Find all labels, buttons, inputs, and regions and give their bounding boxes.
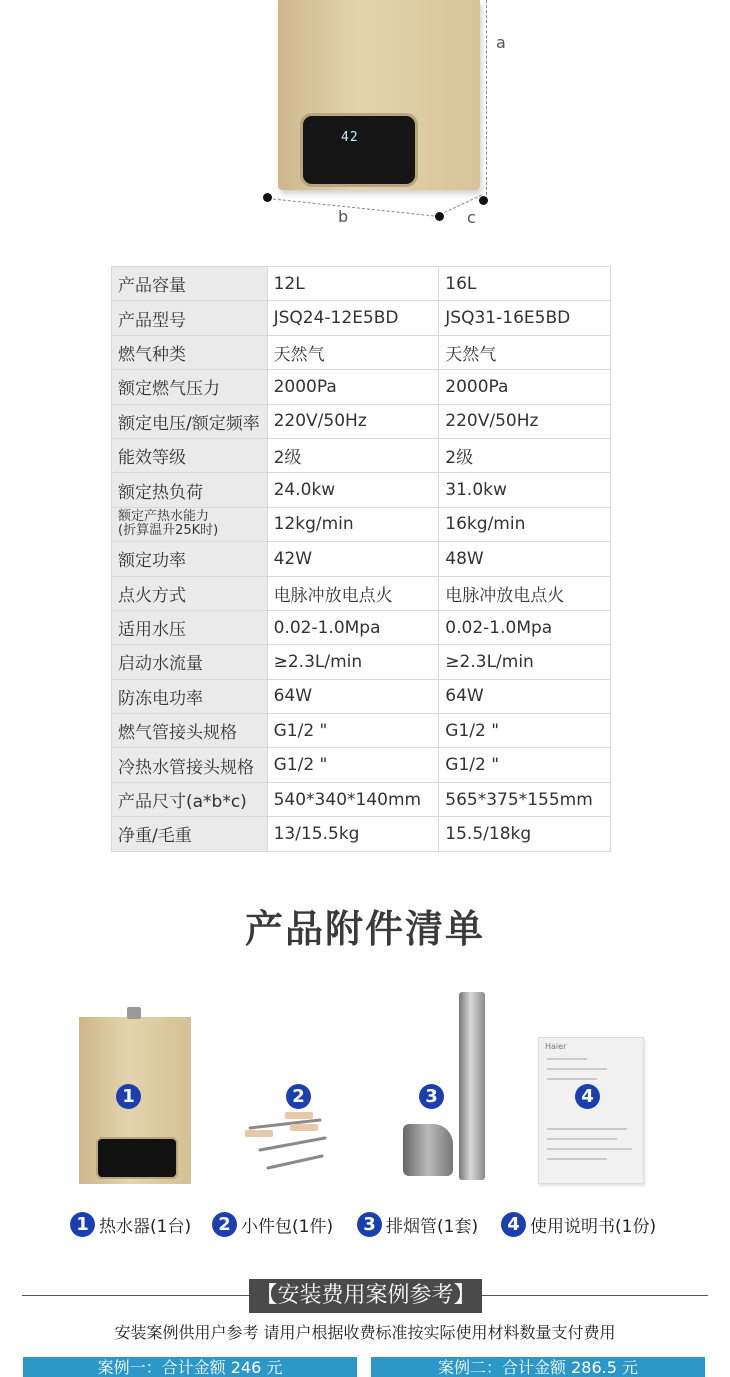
spec-value-12l: 12kg/min <box>267 507 439 541</box>
banner-rule-right <box>482 1295 708 1296</box>
dimension-dot <box>479 196 488 205</box>
dimension-dot <box>263 193 272 202</box>
spec-row <box>112 438 611 472</box>
dimension-label-a: a <box>496 33 506 52</box>
spec-label: 产品尺寸(a*b*c) <box>112 782 268 816</box>
spec-row <box>112 301 611 335</box>
spec-label: 额定燃气压力 <box>112 370 268 404</box>
spec-label: 防冻电功率 <box>112 679 268 713</box>
accessories-title: 产品附件清单 <box>244 907 485 951</box>
spec-value-16l: 2000Pa <box>439 370 611 404</box>
dimension-line-b <box>268 198 439 217</box>
spec-value-12l: JSQ24-12E5BD <box>267 301 439 335</box>
spec-label: 产品容量 <box>112 267 268 301</box>
spec-value-16l: 电脉冲放电点火 <box>439 576 611 610</box>
spec-value-12l: 42W <box>267 542 439 576</box>
number-badge-4: 4 <box>575 1084 600 1109</box>
spec-row <box>112 645 611 679</box>
spec-row <box>112 335 611 369</box>
control-panel-display <box>300 113 418 187</box>
small-parts-image <box>240 1108 330 1178</box>
spec-row <box>112 507 611 541</box>
spec-row <box>112 817 611 851</box>
dimension-line-a <box>486 0 487 200</box>
spec-label: 适用水压 <box>112 610 268 644</box>
spec-label: 额定电压/额定频率 <box>112 404 268 438</box>
spec-value-16l: 2级 <box>439 438 611 472</box>
spec-value-12l: 24.0kw <box>267 473 439 507</box>
spec-value-12l: G1/2 " <box>267 748 439 782</box>
spec-value-12l: 220V/50Hz <box>267 404 439 438</box>
spec-label: 净重/毛重 <box>112 817 268 851</box>
spec-row <box>112 404 611 438</box>
spec-value-12l: 电脉冲放电点火 <box>267 576 439 610</box>
spec-value-16l: 565*375*155mm <box>439 782 611 816</box>
caption-label-4: 使用说明书(1份) <box>530 1217 657 1237</box>
spec-value-12l: ≥2.3L/min <box>267 645 439 679</box>
install-note: 安装案例供用户参考 请用户根据收费标准按实际使用材料数量支付费用 <box>114 1323 616 1342</box>
spec-row <box>112 267 611 301</box>
spec-value-16l: 64W <box>439 679 611 713</box>
spec-value-16l: 16L <box>439 267 611 301</box>
heater-pipe <box>127 1007 141 1019</box>
spec-label: 燃气管接头规格 <box>112 714 268 748</box>
spec-row <box>112 576 611 610</box>
spec-value-12l: 64W <box>267 679 439 713</box>
spec-value-16l: JSQ31-16E5BD <box>439 301 611 335</box>
spec-value-16l: 31.0kw <box>439 473 611 507</box>
spec-row <box>112 679 611 713</box>
accessory-caption-3 <box>357 1212 478 1237</box>
spec-value-12l: G1/2 " <box>267 714 439 748</box>
display-reading: 42 <box>341 130 359 145</box>
flue-elbow-image <box>403 1124 453 1176</box>
user-manual-image <box>538 1037 644 1184</box>
caption-label-1: 热水器(1台) <box>99 1217 192 1237</box>
spec-label: 产品型号 <box>112 301 268 335</box>
product-hero-image <box>0 0 730 250</box>
caption-badge-1: 1 <box>70 1212 95 1237</box>
spec-label: 启动水流量 <box>112 645 268 679</box>
spec-label: 额定产热水能力 (折算温升25K时) <box>112 507 268 541</box>
spec-value-16l: ≥2.3L/min <box>439 645 611 679</box>
caption-badge-3: 3 <box>357 1212 382 1237</box>
dimension-dot <box>435 212 444 221</box>
spec-label: 点火方式 <box>112 576 268 610</box>
spec-row <box>112 473 611 507</box>
caption-badge-2: 2 <box>212 1212 237 1237</box>
dimension-label-b: b <box>338 207 349 226</box>
spec-table <box>111 266 611 852</box>
dimension-label-c: c <box>467 208 476 227</box>
spec-label: 冷热水管接头规格 <box>112 748 268 782</box>
banner-rule-left <box>22 1295 249 1296</box>
spec-value-16l: 天然气 <box>439 335 611 369</box>
spec-value-16l: 220V/50Hz <box>439 404 611 438</box>
number-badge-2: 2 <box>286 1084 311 1109</box>
install-banner: 【安装费用案例参考】 <box>249 1279 482 1313</box>
case-two-bar: 案例二：合计金额 286.5 元 <box>371 1357 705 1377</box>
spec-table-body <box>112 267 611 852</box>
heater-screen <box>96 1137 178 1179</box>
number-badge-1: 1 <box>116 1084 141 1109</box>
spec-value-12l: 13/15.5kg <box>267 817 439 851</box>
spec-value-12l: 2级 <box>267 438 439 472</box>
spec-value-16l: G1/2 " <box>439 714 611 748</box>
number-badge-3: 3 <box>419 1084 444 1109</box>
spec-label: 能效等级 <box>112 438 268 472</box>
accessory-caption-1 <box>70 1212 191 1237</box>
spec-row <box>112 610 611 644</box>
spec-label: 额定热负荷 <box>112 473 268 507</box>
spec-value-12l: 12L <box>267 267 439 301</box>
spec-value-16l: 48W <box>439 542 611 576</box>
spec-label: 燃气种类 <box>112 335 268 369</box>
spec-row <box>112 714 611 748</box>
accessory-caption-4 <box>501 1212 656 1237</box>
flue-pipe-image <box>459 992 485 1180</box>
spec-row <box>112 748 611 782</box>
manual-brand: Haier <box>545 1042 567 1051</box>
spec-row <box>112 542 611 576</box>
spec-row <box>112 782 611 816</box>
spec-value-16l: 16kg/min <box>439 507 611 541</box>
accessory-caption-2 <box>212 1212 333 1237</box>
spec-value-12l: 0.02-1.0Mpa <box>267 610 439 644</box>
caption-badge-4: 4 <box>501 1212 526 1237</box>
spec-row <box>112 370 611 404</box>
spec-value-12l: 540*340*140mm <box>267 782 439 816</box>
spec-value-16l: 15.5/18kg <box>439 817 611 851</box>
caption-label-3: 排烟管(1套) <box>386 1217 479 1237</box>
spec-value-12l: 2000Pa <box>267 370 439 404</box>
spec-value-12l: 天然气 <box>267 335 439 369</box>
spec-value-16l: G1/2 " <box>439 748 611 782</box>
spec-label: 额定功率 <box>112 542 268 576</box>
spec-value-16l: 0.02-1.0Mpa <box>439 610 611 644</box>
case-one-bar: 案例一：合计金额 246 元 <box>23 1357 357 1377</box>
caption-label-2: 小件包(1件) <box>241 1217 334 1237</box>
